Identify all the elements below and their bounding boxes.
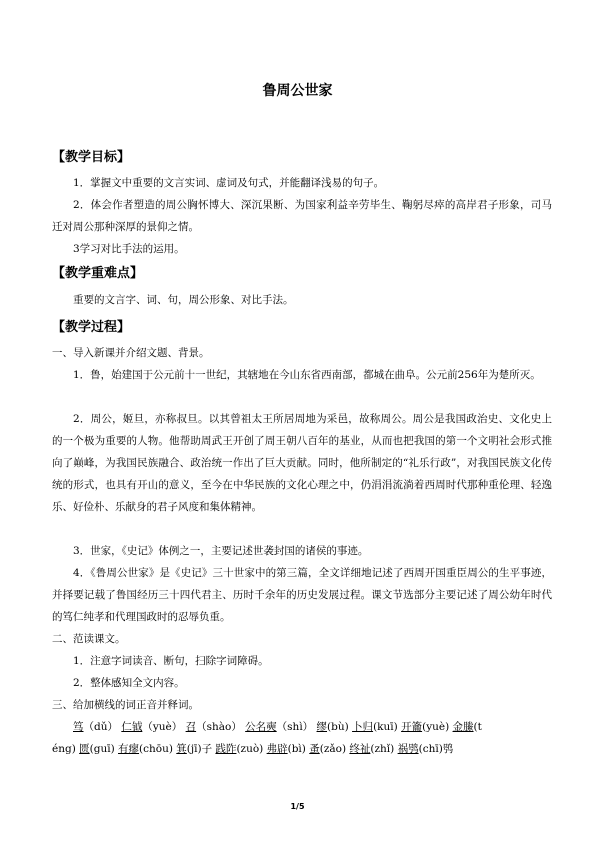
- process-para-lu: 1．鲁，始建国于公元前十一世纪，其辖地在今山东省西南部，都城在曲阜。公元前256年为楚所灭。: [73, 369, 541, 381]
- vocab-term: 开籥(yuè): [401, 721, 450, 733]
- vocab-term: 祸鸮(chī)鸮: [397, 743, 454, 755]
- vocab-term: 践阼(zuò): [215, 743, 264, 755]
- goal-item-3: 3学习对比手法的运用。: [73, 243, 185, 255]
- section-heading-key: 【教学重难点】: [52, 266, 144, 281]
- process-para-article: 4．《鲁周公世家》是《史记》三十世家中的第三篇，全文详细地记述了西周开国重臣周公的生平事迹，并择要记载了鲁国经历三十四代君主、历时千余年的历史发展过程。课文节选部分主要记述了周公幼年时代的笃仁纯孝和代理国政时的忍辱负重。: [52, 567, 552, 623]
- process-step-2: 二、范读课文。: [52, 633, 126, 645]
- page-title: 鲁周公世家: [262, 83, 333, 99]
- vocab-term: 召（shào）: [185, 721, 242, 733]
- process-para-zhougong: 2．周公，姬旦，亦称叔旦。以其曾祖太王所居周地为采邑，故称周公。周公是我国政治史、文化史上的一个极为重要的人物。他帮助周武王开创了周王朝八百年的基业，从而也把我国的第一个文明社会形式推向了巅峰，为我国民族融合、政治统一作出了巨大贡献。同时，他所制定的“礼乐行政”，对我国民族文化传统的形式，也具有开山的意义，至今在中华民族的文化心理之中，仍涓涓流淌着西周时代那种重伦理、轻逸乐、好俭朴、乐献身的君子风度和集体精神。: [52, 413, 552, 513]
- process-step-1: 一、导入新课并介绍文题、背景。: [52, 347, 210, 359]
- page-number: 1/5: [290, 802, 305, 811]
- vocab-term: éng): [52, 743, 76, 755]
- goal-item-2: 2．体会作者塑造的周公胸怀博大、深沉果断、为国家利益辛劳毕生、鞠躬尽瘁的高岸君子形象，司马迁对周公那种深厚的景仰之情。: [52, 199, 552, 233]
- vocab-term: 笃（dǔ）: [73, 721, 118, 733]
- vocab-line-1: [52, 716, 552, 738]
- key-points: 重要的文言字、词、句，周公形象、对比手法。: [73, 294, 294, 306]
- vocab-term: 有瘳(chōu): [118, 743, 173, 755]
- vocab-term: 蚤(zǎo): [309, 743, 347, 755]
- vocab-term: 弗辟(bì): [266, 743, 306, 755]
- vocab-term: 缪(bù): [316, 721, 349, 733]
- vocab-term: 仁钺（yuè）: [121, 721, 183, 733]
- section-heading-process: 【教学过程】: [52, 320, 131, 335]
- vocab-term: 终祉(zhǐ): [349, 743, 395, 755]
- process-step-3: 三、给加横线的词正音并释词。: [52, 699, 199, 711]
- vocab-term: 公名奭（shì）: [245, 721, 314, 733]
- process-para-shijia: 3．世家，《史记》体例之一，主要记述世袭封国的诸侯的事迹。: [73, 545, 369, 557]
- vocab-term: 金縢(t: [452, 721, 482, 733]
- process-step-2-item-1: 1．注意字词读音、断句，扫除字词障碍。: [73, 655, 269, 667]
- vocab-term: 匮(guī): [79, 743, 115, 755]
- vocab-line-2: [52, 738, 552, 760]
- section-heading-goals: 【教学目标】: [52, 150, 131, 165]
- vocab-term: 箕(jī)子: [176, 743, 213, 755]
- vocab-term: 卜归(kuī): [352, 721, 398, 733]
- process-step-2-item-2: 2．整体感知全文内容。: [73, 677, 185, 689]
- goal-item-1: 1．掌握文中重要的文言实词、虚词及句式，并能翻译浅易的句子。: [73, 177, 385, 189]
